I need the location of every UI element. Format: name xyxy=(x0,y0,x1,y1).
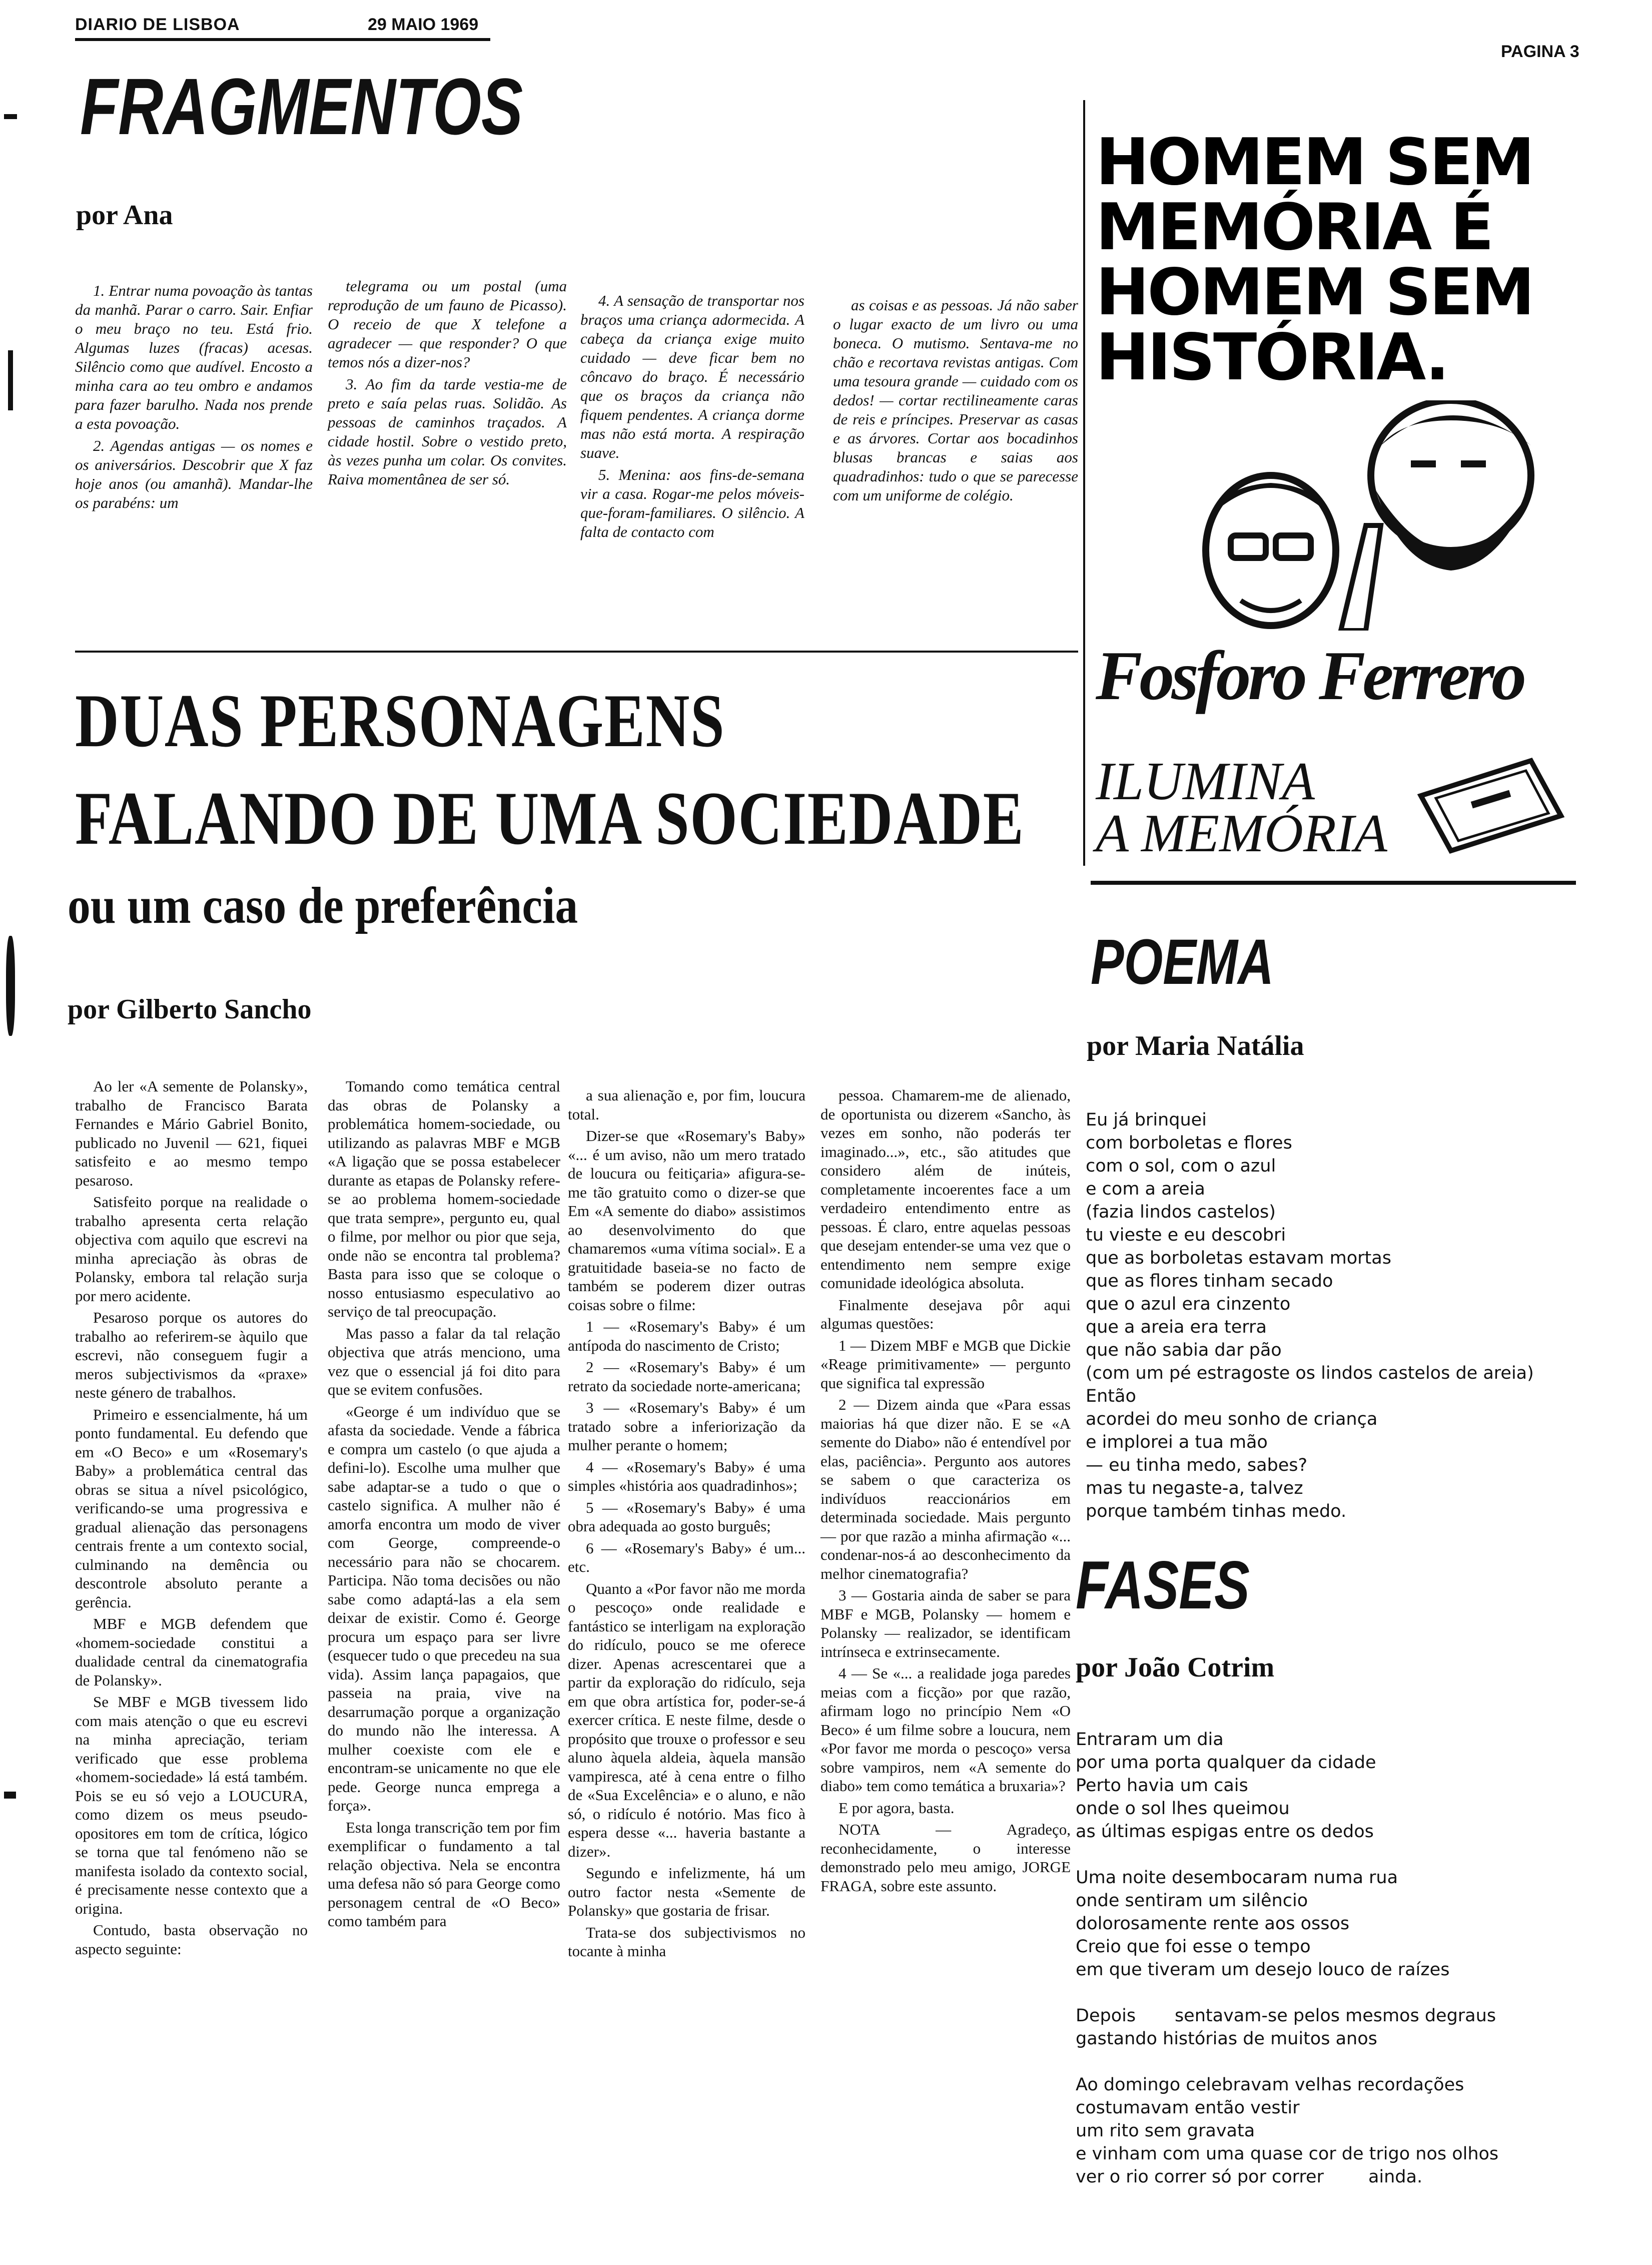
paragraph: 4 — Se «... a realidade joga paredes meias com a ficção» por que razão, afirmam logo no princípio Nem «O Beco» é um filme sobre a loucura, nem «Por favor me morda o pescoço» versa sobre vampiros, nem «A semente do diabo» tem como temática a bruxaria»? xyxy=(820,1664,1071,1795)
advertisement xyxy=(1091,120,1576,871)
section-rule xyxy=(75,651,1078,653)
margin-mark xyxy=(4,1792,16,1799)
fragmentos-byline: por Ana xyxy=(76,200,173,231)
paragraph: Esta longa transcrição tem por fim exemplificar o fundamento a tal relação objectiva. Nela se encontra uma defesa não só para George como personagem central de «O Beco» como também para xyxy=(328,1818,560,1930)
article-byline: por Gilberto Sancho xyxy=(68,994,312,1025)
margin-mark xyxy=(6,936,15,1036)
ad-headline: HOMEM SEM MEMÓRIA É HOMEM SEM HISTÓRIA. xyxy=(1096,125,1533,395)
ad-brand: Fosforo Ferrero xyxy=(1096,637,1524,715)
paragraph: 3 — «Rosemary's Baby» é um tratado sobre a inferiorização da mulher perante o homem; xyxy=(568,1399,805,1454)
poema-byline: por Maria Natália xyxy=(1087,1030,1304,1061)
fragmentos-col-2 xyxy=(328,277,567,492)
paragraph: Primeiro e essencialmente, há um ponto fundamental. Eu defendo que em «O Beco» e um «Rosemary's Baby» a problemática central das obras se situa a nível psicológico, verificando-se uma progressiva e gradual alienação das personagens centrais frente a um contexto social, culminando na demência ou descontrole absoluto perante a gerência. xyxy=(75,1405,308,1611)
paragraph: MBF e MGB defendem que «homem-sociedade constitui a dualidade central da cinematografia de Polansky». xyxy=(75,1615,308,1689)
paragraph: Tomando como temática central das obras de Polansky a problemática homem-sociedade, ou utilizando as palavras MBF e MGB «A ligação que se possa estabelecer durante as etapas de Polansky refere-se ao problema homem-sociedade que trata sempre», pergunto eu, qual o filme, por melhor ou pior que seja, onde não se encontra tal problema? Basta para isso que se coloque o nosso entusiasmo especulativo ao serviço de tal preocupação. xyxy=(328,1077,560,1320)
ad-tagline-line-2: A MEMÓRIA xyxy=(1096,804,1387,863)
paragraph: 3 — Gostaria ainda de saber se para MBF e MGB, Polansky — homem e Polansky — realizador, se identificam intrínseca e extrinsecamente. xyxy=(820,1586,1071,1660)
fases-text: Entraram um dia por uma porta qualquer da cidade Perto havia um cais onde o sol lhes queimou as últimas espigas entre os dedos Uma noite desembocaram numa rua onde sentiram um silêncio dolorosamente rente aos ossos Creio que foi esse o tempo em que tiveram um desejo louco de raízes Depois sentavam-se pelos mesmos degraus gastando histórias de muitos anos Ao domingo celebravam velhas recordações costumavam então vestir um rito sem gravata e vinham com uma quase cor de trigo nos olhos ver o rio correr só por correr ainda. xyxy=(1076,1730,1499,2187)
paragraph: 3. Ao fim da tarde vestia-me de preto e saía pelas ruas. Solidão. As pessoas de caminhos traçados. A cidade hostil. Sobre o vestido preto, às vezes punha um colar. Os convites. Raiva momentânea de ser só. xyxy=(328,375,567,488)
paragraph: 4. A sensação de transportar nos braços uma criança adormecida. A cabeça da criança exige muito cuidado — deve ficar bem no côncavo do braço. É necessário que os braços da criança não fiquem pendentes. A criança dorme mas não está morta. A respiração suave. xyxy=(580,292,804,461)
masthead-rule xyxy=(75,38,490,41)
paragraph: pessoa. Chamarem-me de alienado, de oportunista ou dizerem «Sancho, às vezes em sonho, não poderás ter imaginado...», etc., são atitudes que considero além de inúteis, completamente incoerentes face a um verdadeiro entendimento entre as pessoas. É claro, entre aquelas pessoas que desejam entender-se uma vez que o entendimento nem sempre exige comunidade ideológica absoluta. xyxy=(820,1086,1071,1292)
paragraph: E por agora, basta. xyxy=(839,1799,955,1817)
paragraph: 2 — Dizem ainda que «Para essas maiorias há que dizer não. E se «A semente do Diabo» não é entendível por elas, paciência». Pergunto aos autores se sabem o que caracteriza os indivíduos reaccionários em determinada sociedade. Mais pergunto — por que razão a minha afirmação «... condenar-nos-á ao desconhecimento da melhor cinematografia? xyxy=(820,1396,1071,1582)
paragraph: 5. Menina: aos fins-de-semana vir a casa. Rogar-me pelos móveis-que-foram-familiares. O silêncio. A falta de contacto com xyxy=(580,466,804,540)
poema-title: POEMA xyxy=(1091,926,1274,998)
paragraph: Ao ler «A semente de Polansky», trabalho de Francisco Barata Fernandes e Mário Gabriel Bonito, publicado no Juvenil — 621, fiquei satisfeito e ao mesmo tempo pesaroso. xyxy=(75,1077,308,1189)
fragmentos-title: FRAGMENTOS xyxy=(80,62,523,151)
margin-mark xyxy=(8,350,13,410)
paragraph: 1 — Dizem MBF e MGB que Dickie «Reage primitivamente» — pergunto que significa tal expressão xyxy=(820,1336,1071,1392)
paragraph: 4 — «Rosemary's Baby» é uma simples «história aos quadradinhos»; xyxy=(568,1458,805,1494)
paragraph: 2. Agendas antigas — os nomes e os aniversários. Descobrir que X faz hoje anos (ou amanhã). Mandar-lhe os parabéns: um xyxy=(75,437,313,511)
matchbox-icon xyxy=(1411,751,1571,861)
paragraph: a sua alienação e, por fim, loucura total. xyxy=(568,1086,805,1123)
paragraph: Finalmente desejava pôr aqui algumas questões: xyxy=(820,1296,1071,1332)
column-rule xyxy=(1083,100,1085,866)
ad-tagline-line-1: ILUMINA xyxy=(1096,752,1315,811)
ad-rule xyxy=(1091,881,1576,885)
article-col-1 xyxy=(75,1077,308,1961)
article-col-3 xyxy=(568,1086,805,1964)
paragraph: Quanto a «Por favor não me morda o pescoço» onde realidade e fantástico se interligam na exploração do ridículo, pouco se me oferece dizer. Apenas acrescentarei que a partir da exploração do ridículo, seja em que obra artística for, poder-se-á exercer crítica. E neste filme, desde o propósito que trouxe o professor e seu aluno àquela aldeia, àquela mansão vampiresca, até à cena entre o filho de «Sua Excelência» e o aluno, e não só, o ridículo é notório. Mas fico à espera desse «... haveria bastante a dizer». xyxy=(568,1579,805,1860)
paragraph: Satisfeito porque na realidade o trabalho apresenta certa relação objectiva com aquilo que escrevi na minha apreciação às obras de Polansky, embora tal relação surja por mero acidente. xyxy=(75,1193,308,1305)
newspaper-name: DIARIO DE LISBOA xyxy=(75,15,240,34)
page-number: PAGINA 3 xyxy=(1501,42,1579,61)
ad-illustration xyxy=(1151,400,1561,631)
paragraph: Se MBF e MGB tivessem lido com mais atenção o que eu escrevi na minha apreciação, teriam verificado que esse problema «homem-sociedade» lá está também. Pois se eu só vejo a LOUCURA, como dizem os meus pseudo-opositores em tom de crítica, lógico se torna que tal fenómeno não se manifesta isolado da contexto social, é precisamente nesse contexto que a origina. xyxy=(75,1693,308,1917)
paragraph: 6 — «Rosemary's Baby» é um... etc. xyxy=(568,1539,805,1575)
margin-mark xyxy=(4,114,17,119)
paragraph: Contudo, basta observação no aspecto seguinte: xyxy=(75,1921,308,1958)
paragraph: 2 — «Rosemary's Baby» é um retrato da sociedade norte-americana; xyxy=(568,1358,805,1395)
article-title-line-2: FALANDO DE UMA SOCIEDADE xyxy=(75,776,1025,860)
paragraph: NOTA — Agradeço, reconhecidamente, o interesse demonstrado pelo meu amigo, JORGE FRAGA, sobre este assunto. xyxy=(820,1821,1071,1895)
paragraph: Dizer-se que «Rosemary's Baby» «... é um aviso, não um mero tratado de loucura ou feitiçaria» afigura-se-me tão gratuito como o dizer-se que Em «A semente do diabo» assistimos ao desenvolvimento do que chamaremos «uma vítima social». E a gratuitidade baseia-se no facto de também se poderem dizer outras coisas sobre o filme: xyxy=(568,1127,805,1314)
fragmentos-col-1 xyxy=(75,281,313,515)
paragraph: Mas passo a falar da tal relação objectiva que atrás menciono, uma vez que o essencial já foi dito para que se evitem confusões. xyxy=(328,1324,560,1398)
poema-text: Eu já brinquei com borboletas e flores com o sol, com o azul e com a areia (fazia lindos castelos) tu vieste e eu descobri que as borboletas estavam mortas que as flores tinham secado que o azul era cinzento que a areia era terra que não sabia dar pão (com um pé estragoste os lindos castelos de areia) Então acordei do meu sonho de criança e implorei a tua mão — eu tinha medo, sabes? mas tu negaste-a, talvez porque também tinhas medo. xyxy=(1086,1110,1534,1521)
fases-title: FASES xyxy=(1076,1547,1250,1623)
paragraph: 1 — «Rosemary's Baby» é um antípoda do nascimento de Cristo; xyxy=(568,1318,805,1354)
paragraph: Pesaroso porque os autores do trabalho ao referirem-se àquilo que escrevi, não conseguem fugir a meros subjectivismos da «praxe» neste género de trabalhos. xyxy=(75,1309,308,1401)
article-col-4 xyxy=(820,1086,1071,1898)
issue-date: 29 MAIO 1969 xyxy=(368,15,479,34)
paragraph: Trata-se dos subjectivismos no tocante à minha xyxy=(568,1923,805,1960)
paragraph: «George é um indivíduo que se afasta da sociedade. Vende a fábrica e compra um castelo (o que ajuda a defini-lo). Escolhe uma mulher que sabe adaptar-se a tudo o que o castelo significa. A mulher não é amorfa encontra um modo de viver com George, compreende-o necessário para não se chocarem. Participa. Não toma decisões ou não sabe como adaptá-las a ela sem deixar de existir. Como é. George procura um espaço para ser livre (esquecer tudo o que precedeu na sua vida). Assim lança papagaios, que passeia na praia, vive na desarrumação porque a organização do mundo não lhe interessa. A mulher coexiste com ele e encontram-se unicamente no que ele pede. George nunca emprega a força». xyxy=(328,1402,560,1814)
paragraph: 5 — «Rosemary's Baby» é uma obra adequada ao gosto burguês; xyxy=(568,1498,805,1535)
fragmentos-col-3 xyxy=(580,291,804,544)
paragraph: Segundo e infelizmente, há um outro factor nesta «Semente de Polansky» que gostaria de frisar. xyxy=(568,1864,805,1919)
paragraph: 1. Entrar numa povoação às tantas da manhã. Parar o carro. Sair. Enfiar o meu braço no teu. Está frio. Algumas luzes (fracas) acesas. Silêncio como que audível. Encosto a minha cara ao teu ombro e andamos para fazer barulho. Nada nos prende a esta povoação. xyxy=(75,282,313,432)
article-col-2 xyxy=(328,1077,560,1934)
fragmentos-col-4 xyxy=(833,296,1078,508)
ad-tagline xyxy=(1096,752,1387,863)
fases-byline: por João Cotrim xyxy=(1076,1652,1275,1683)
paragraph: telegrama ou um postal (uma reprodução de um fauno de Picasso). O receio de que X telefone a agradecer — que responder? O que temos nós a dizer-nos? xyxy=(328,277,567,371)
article-title-line-1: DUAS PERSONAGENS xyxy=(75,679,725,763)
article-subtitle: ou um caso de preferência xyxy=(68,877,578,934)
paragraph: as coisas e as pessoas. Já não saber o lugar exacto de um livro ou uma boneca. O mutismo. Sentava-me no chão e recortava revistas antigas. Com uma tesoura grande — cuidado com os dedos! — cortar rectilineamente caras de reis e príncipes. Preservar as casas e as árvores. Cortar aos bocadinhos blusas brancas e saias aos quadradinhos: tudo o que se parecesse com um uniforme de colégio. xyxy=(833,296,1078,504)
